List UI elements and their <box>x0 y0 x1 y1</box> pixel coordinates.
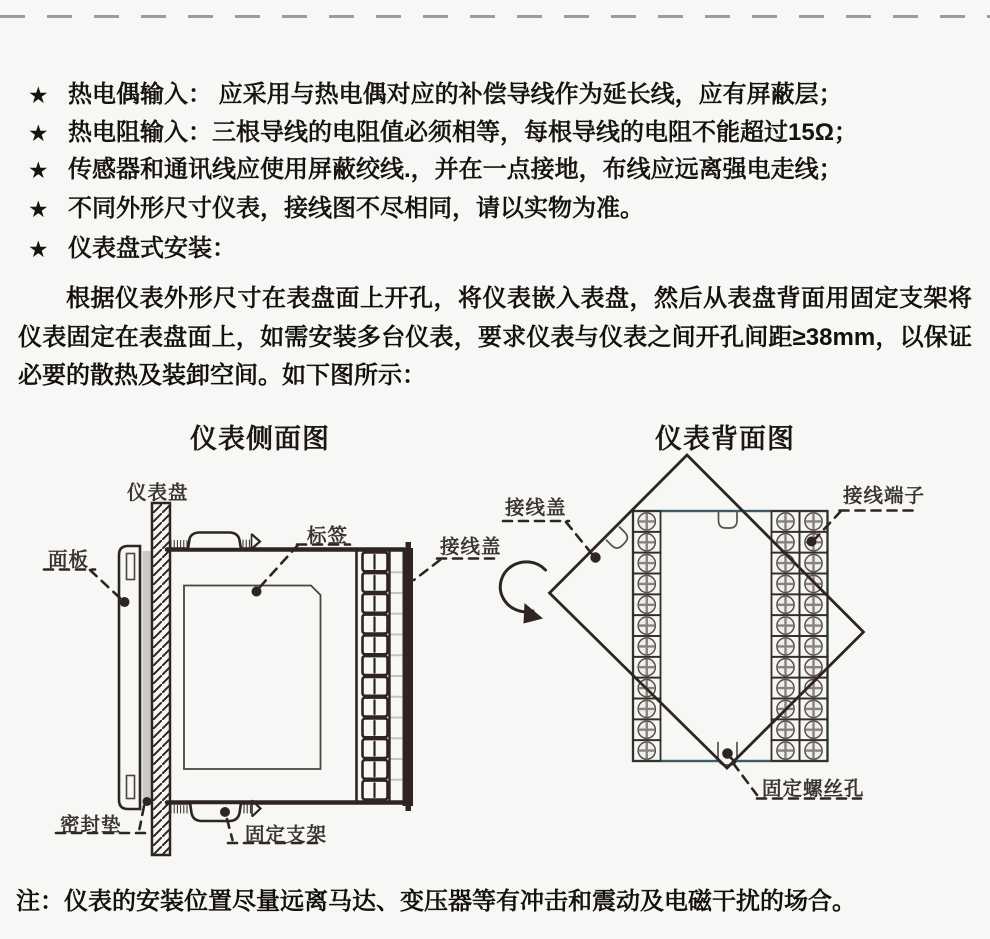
label-fixing-bracket: 固定支架 <box>245 824 328 846</box>
star-icon: ★ <box>28 236 49 262</box>
bezel-slot-top <box>127 554 135 580</box>
top-bracket <box>171 533 260 550</box>
bullet-text: 传感器和通讯线应使用屏蔽绞线.，并在一点接地，布线应远离强电走线； <box>68 156 843 183</box>
front-bezel <box>119 546 140 809</box>
side-label-underlines <box>44 545 500 844</box>
bezel-slot-bottom <box>127 776 135 799</box>
label-instrument-panel: 仪表盘 <box>127 482 189 504</box>
side-view-figure <box>44 503 500 855</box>
label-front-panel: 面板 <box>48 549 90 571</box>
side-view-title: 仪表侧面图 <box>190 424 330 455</box>
terminal-cover-bar <box>403 542 414 811</box>
latch-tab-top <box>719 512 738 528</box>
bullet-text: 热电偶输入： 应采用与热电偶对应的补偿导线作为延长线，应有屏蔽层； <box>68 81 843 108</box>
installation-paragraph: 根据仪表外形尺寸在表盘面上开孔，将仪表嵌入表盘，然后从表盘背面用固定支架将仪表固定在表盘面上，如需安装多台仪表，要求仪表与仪表之间开孔间距≥38mm，以保证必要的散热及装卸空间。如下图所示： <box>18 285 972 389</box>
star-icon: ★ <box>28 82 49 108</box>
label-seal-gasket: 密封垫 <box>60 814 122 836</box>
label-fixing-screw-hole: 固定螺丝孔 <box>762 778 865 800</box>
back-terminal-grid <box>633 511 828 761</box>
star-icon: ★ <box>28 196 49 222</box>
label-terminals: 接线端子 <box>843 485 926 507</box>
label-terminal-cover-back: 接线盖 <box>505 497 567 519</box>
bullet-text: 不同外形尺寸仪表，接线图不尽相同，请以实物为准。 <box>68 195 644 222</box>
rotation-arrow <box>500 562 545 624</box>
side-terminal-stack <box>363 552 402 799</box>
label-tag: 标签 <box>307 525 349 547</box>
caution-note: 注：仪表的安装位置尽量远离马达、变压器等有冲击和震动及电磁干扰的场合。 <box>16 888 856 915</box>
star-icon: ★ <box>28 157 49 183</box>
bullet-text: 仪表盘式安装： <box>68 235 236 262</box>
back-view-title: 仪表背面图 <box>655 424 795 455</box>
gasket-shape <box>143 551 153 805</box>
star-icon: ★ <box>28 120 49 146</box>
product-label-rect <box>184 586 321 770</box>
back-label-underlines <box>503 511 917 799</box>
label-terminal-cover-side: 接线盖 <box>440 536 502 558</box>
bullet-text: 热电阻输入：三根导线的电阻值必须相等，每根导线的电阻不能超过15Ω； <box>68 119 858 146</box>
